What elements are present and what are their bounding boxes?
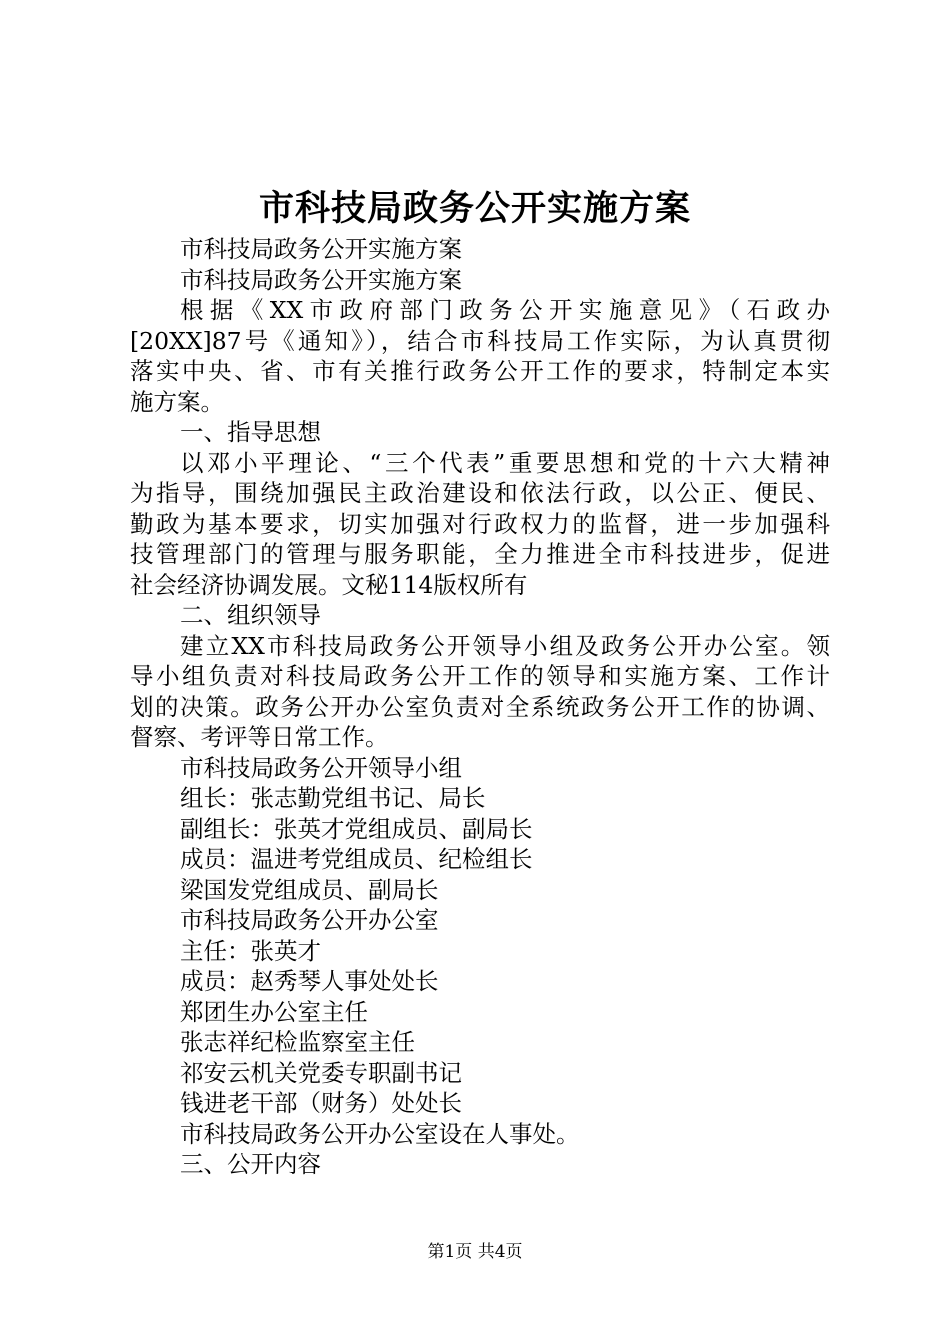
list-item: 张志祥纪检监察室主任 — [180, 1028, 415, 1056]
list-item: 梁国发党组成员、副局长 — [180, 875, 439, 904]
paragraph-line: 勤政为基本要求，切实加强对行政权力的监督，进一步加强科 — [130, 509, 830, 538]
section-heading: 一、指导思想 — [180, 418, 321, 446]
list-item: 祁安云机关党委专职副书记 — [180, 1058, 462, 1087]
page-number-footer: 第1页 共4页 — [427, 1242, 523, 1262]
list-item: 副组长：张英才党组成员、副局长 — [180, 814, 533, 843]
paragraph-line: 导小组负责对科技局政务公开工作的领导和实施方案、工作计 — [130, 662, 830, 690]
document-title: 市科技局政务公开实施方案 — [258, 188, 691, 229]
paragraph-line: [20XX]87号《通知》），结合市科技局工作实际，为认真贯彻 — [130, 326, 830, 355]
paragraph-line: 技管理部门的管理与服务职能，全力推进全市科技进步，促进 — [130, 540, 830, 568]
section-heading: 二、组织领导 — [180, 601, 321, 629]
list-item: 市科技局政务公开领导小组 — [180, 753, 462, 782]
list-item: 钱进老干部（财务）处处长 — [180, 1089, 462, 1117]
paragraph-line: 为指导，围绕加强民主政治建设和依法行政，以公正、便民、 — [130, 479, 830, 507]
paragraph-line: 以邓小平理论、“三个代表”重要思想和党的十六大精神 — [180, 448, 830, 477]
paragraph-line: 落实中央、省、市有关推行政务公开工作的要求，特制定本实 — [130, 357, 830, 385]
list-item: 郑团生办公室主任 — [180, 997, 368, 1026]
paragraph-line: 社会经济协调发展。文秘114版权所有 — [130, 570, 528, 599]
paragraph-line: 划的决策。政务公开办公室负责对全系统政务公开工作的协调、 — [130, 692, 830, 721]
paragraph-line: 市科技局政务公开实施方案 — [180, 235, 462, 263]
list-item: 成员：赵秀琴人事处处长 — [180, 967, 439, 995]
list-item: 市科技局政务公开办公室设在人事处。 — [180, 1119, 580, 1148]
list-item: 成员：温进考党组成员、纪检组长 — [180, 845, 533, 873]
list-item: 市科技局政务公开办公室 — [180, 906, 439, 934]
paragraph-line: 督察、考评等日常工作。 — [130, 723, 389, 751]
section-heading: 三、公开内容 — [180, 1150, 321, 1178]
paragraph-line: 建立XX市科技局政务公开领导小组及政务公开办公室。领 — [180, 631, 830, 660]
paragraph-line: 根据《XX市政府部门政务公开实施意见》（石政办 — [180, 296, 830, 324]
paragraph-line: 施方案。 — [130, 387, 224, 416]
list-item: 主任：张英才 — [180, 936, 321, 965]
paragraph-line: 市科技局政务公开实施方案 — [180, 265, 462, 294]
document-body — [130, 234, 830, 1180]
list-item: 组长：张志勤党组书记、局长 — [180, 784, 486, 812]
